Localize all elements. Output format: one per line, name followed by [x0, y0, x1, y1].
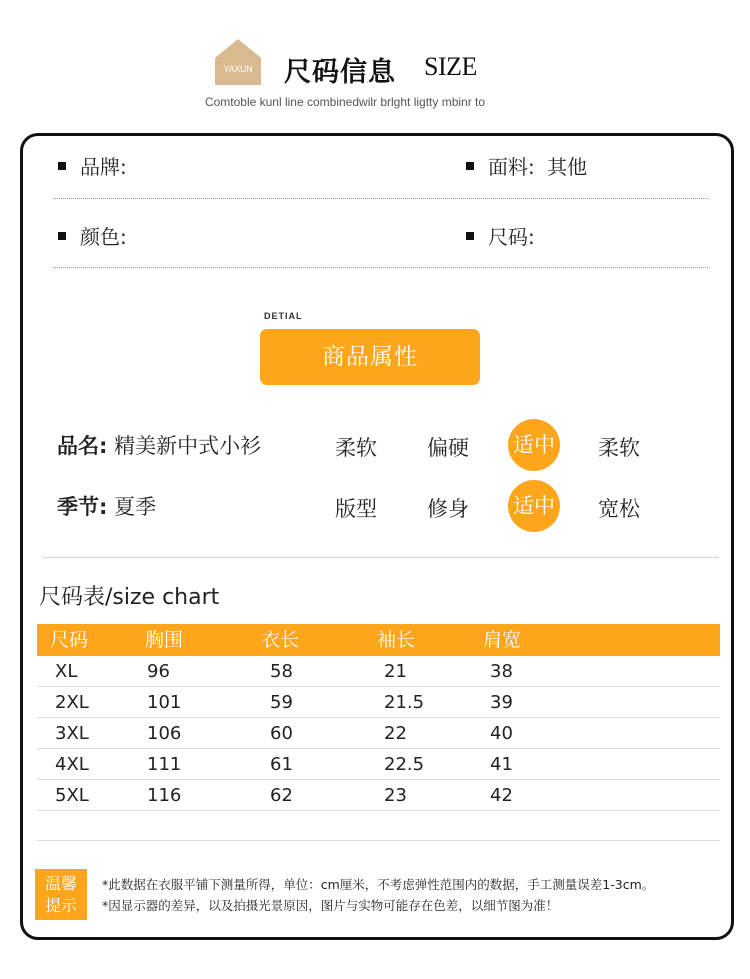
- cell-length: 59: [270, 692, 293, 713]
- season-row: [57, 491, 156, 521]
- product-name-row: [57, 430, 261, 460]
- fit-option-medium-selected: 适中: [508, 480, 560, 532]
- cell-shoulder: 40: [490, 723, 513, 744]
- table-row: [37, 656, 720, 687]
- page-header: [0, 0, 750, 120]
- tips-badge-line1: 温馨: [44, 874, 77, 893]
- fabric-label: 面料:: [488, 155, 535, 179]
- cell-length: 62: [270, 785, 293, 806]
- cell-chest: 96: [147, 661, 170, 682]
- cell-chest: 106: [147, 723, 182, 744]
- softness-option-hard: 偏硬: [427, 436, 469, 460]
- size-label: 尺码:: [488, 225, 535, 249]
- size-chart-title: 尺码表/size chart: [39, 585, 220, 610]
- season-label: 季节:: [57, 495, 108, 519]
- header-chest: 胸围: [145, 629, 184, 651]
- page-title-cn: 尺码信息: [284, 57, 396, 88]
- cell-shoulder: 42: [490, 785, 513, 806]
- cell-size: XL: [55, 661, 78, 682]
- softness-label: 柔软: [335, 436, 377, 460]
- cell-shoulder: 39: [490, 692, 513, 713]
- tips-badge-line2: 提示: [44, 896, 77, 915]
- cell-sleeve: 21.5: [384, 692, 425, 713]
- cell-size: 2XL: [55, 692, 89, 713]
- bullet-icon: [58, 162, 66, 170]
- cell-length: 61: [270, 754, 293, 775]
- header-sleeve: 袖长: [377, 629, 416, 651]
- season-value: 夏季: [114, 495, 157, 519]
- divider: [53, 198, 708, 199]
- page-title-en: SIZE: [424, 52, 477, 81]
- header-shoulder: 肩宽: [483, 629, 522, 651]
- divider: [53, 267, 708, 268]
- fit-option-loose: 宽松: [598, 497, 640, 521]
- tips-line-1: *此数据在衣服平铺下测量所得，单位：cm厘米，不考虑弹性范围内的数据，手工测量误差1-3cm。: [102, 877, 655, 892]
- cell-length: 58: [270, 661, 293, 682]
- logo-text: YAXUN: [223, 64, 253, 74]
- product-attributes-banner: 商品属性: [260, 329, 480, 385]
- cell-sleeve: 22.5: [384, 754, 425, 775]
- color-item: [58, 221, 127, 250]
- bullet-icon: [58, 232, 66, 240]
- softness-option-medium-selected: 适中: [508, 419, 560, 471]
- cell-size: 4XL: [55, 754, 89, 775]
- divider: [43, 557, 718, 558]
- tips-badge: [35, 869, 87, 920]
- size-table-header: [37, 624, 720, 656]
- fit-label: 版型: [335, 497, 377, 521]
- product-name-value: 精美新中式小衫: [114, 434, 262, 458]
- table-row: [37, 687, 720, 718]
- table-row: [37, 780, 720, 811]
- cell-chest: 111: [147, 754, 182, 775]
- softness-option-soft: 柔软: [598, 436, 640, 460]
- table-row: [37, 749, 720, 780]
- cell-length: 60: [270, 723, 293, 744]
- size-item: [466, 221, 535, 250]
- cell-shoulder: 41: [490, 754, 513, 775]
- bullet-icon: [466, 162, 474, 170]
- cell-sleeve: 23: [384, 785, 407, 806]
- tips-line-2: *因显示器的差异，以及拍摄光景原因，图片与实物可能存在色差，以细节图为准！: [102, 898, 559, 913]
- header-size: 尺码: [50, 629, 89, 651]
- bullet-icon: [466, 232, 474, 240]
- brand-item: [58, 151, 127, 180]
- page-subtitle: Comtoble kunl line combinedwilr brlght ligtty mbinr to: [204, 95, 486, 109]
- cell-shoulder: 38: [490, 661, 513, 682]
- cell-size: 5XL: [55, 785, 89, 806]
- header-length: 衣长: [261, 629, 300, 651]
- cell-size: 3XL: [55, 723, 89, 744]
- table-bottom-line: [37, 840, 720, 841]
- color-label: 颜色:: [80, 225, 127, 249]
- detail-small-label: DETIAL: [264, 311, 303, 321]
- brand-label: 品牌:: [80, 155, 127, 179]
- fabric-item: [466, 151, 587, 180]
- cell-sleeve: 22: [384, 723, 407, 744]
- product-name-label: 品名:: [57, 434, 108, 458]
- logo-house-icon: [214, 38, 262, 86]
- fit-option-slim: 修身: [427, 497, 469, 521]
- table-row: [37, 718, 720, 749]
- size-info-card: [20, 133, 734, 940]
- cell-sleeve: 21: [384, 661, 407, 682]
- fabric-value: 其他: [547, 155, 588, 179]
- cell-chest: 101: [147, 692, 182, 713]
- brand-logo: [214, 38, 262, 86]
- cell-chest: 116: [147, 785, 182, 806]
